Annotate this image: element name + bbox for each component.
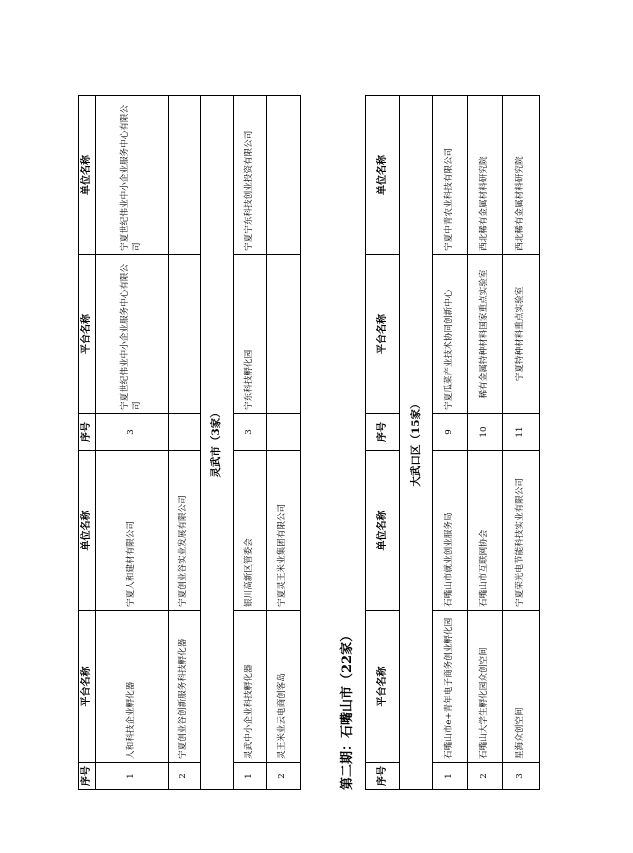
section-title-lingwu: 灵武市（3家） bbox=[200, 96, 233, 790]
cell-unit: 宁夏创业谷实业发展有限公司 bbox=[168, 451, 200, 611]
header-platform: 平台名称 bbox=[366, 255, 400, 414]
cell-unit bbox=[266, 96, 300, 255]
cell-unit: 宁夏人和建材有限公司 bbox=[95, 451, 168, 611]
header-platform: 平台名称 bbox=[79, 611, 96, 763]
cell-platform: 星海众创空间 bbox=[503, 611, 540, 763]
header-unit: 单位名称 bbox=[366, 451, 400, 611]
cell-platform: 稀有金属特种材料国家重点实验室 bbox=[468, 255, 503, 414]
cell-unit: 银川高新区管委会 bbox=[233, 451, 266, 611]
header-seq: 序号 bbox=[366, 763, 400, 790]
header-unit: 单位名称 bbox=[79, 96, 96, 255]
cell-seq: 2 bbox=[266, 763, 300, 790]
cell-seq: 2 bbox=[168, 763, 200, 790]
cell-seq: 9 bbox=[433, 414, 468, 451]
cell-seq: 3 bbox=[95, 414, 168, 451]
cell-platform: 宁东科技孵化园 bbox=[233, 255, 266, 414]
section-row bbox=[400, 96, 433, 790]
header-unit: 单位名称 bbox=[366, 96, 400, 255]
table-header-row bbox=[366, 96, 400, 790]
table-row bbox=[168, 96, 200, 790]
table-row bbox=[468, 96, 503, 790]
cell-platform bbox=[168, 255, 200, 414]
cell-unit: 石嘴山市互联网协会 bbox=[468, 451, 503, 611]
table-shizuishan bbox=[365, 95, 540, 790]
header-seq: 序号 bbox=[79, 414, 96, 451]
header-unit: 单位名称 bbox=[79, 451, 96, 611]
cell-platform: 人和科技企业孵化器 bbox=[95, 611, 168, 763]
cell-seq: 10 bbox=[468, 414, 503, 451]
cell-seq: 1 bbox=[433, 763, 468, 790]
cell-unit: 西北稀有金属材料研究院 bbox=[503, 96, 540, 255]
cell-unit: 宁夏中青农业科技有限公司 bbox=[433, 96, 468, 255]
cell-seq: 11 bbox=[503, 414, 540, 451]
cell-seq: 1 bbox=[95, 763, 168, 790]
cell-unit: 石嘴山市就业创业服务局 bbox=[433, 451, 468, 611]
section-heading-shizuishan: 第二期：石嘴山市（22家） bbox=[340, 628, 355, 790]
cell-platform: 灵王米业云电商创客岛 bbox=[266, 611, 300, 763]
cell-platform: 石嘴山大学生孵化园众创空间 bbox=[468, 611, 503, 763]
header-platform: 平台名称 bbox=[366, 611, 400, 763]
cell-platform: 宁夏世纪伟业中小企业服务中心有限公司 bbox=[95, 255, 168, 414]
table-header-row bbox=[79, 96, 96, 790]
cell-seq bbox=[266, 414, 300, 451]
cell-unit: 宁夏荣光电节能科技实业有限公司 bbox=[503, 451, 540, 611]
cell-unit bbox=[168, 96, 200, 255]
cell-seq bbox=[168, 414, 200, 451]
cell-unit: 宁夏宁东科技创业投资有限公司 bbox=[233, 96, 266, 255]
table-row bbox=[503, 96, 540, 790]
section-title-dawukou: 大武口区（15家） bbox=[400, 96, 433, 790]
table-row bbox=[233, 96, 266, 790]
table-row bbox=[266, 96, 300, 790]
cell-seq: 3 bbox=[233, 414, 266, 451]
cell-unit: 宁夏灵王米业集团有限公司 bbox=[266, 451, 300, 611]
cell-platform: 宁夏特种材料重点实验室 bbox=[503, 255, 540, 414]
cell-seq: 2 bbox=[468, 763, 503, 790]
cell-platform: 灵武中小企业科技孵化器 bbox=[233, 611, 266, 763]
table-row bbox=[95, 96, 168, 790]
cell-unit: 宁夏世纪伟业中小企业服务中心有限公司 bbox=[95, 96, 168, 255]
table-row bbox=[433, 96, 468, 790]
cell-seq: 3 bbox=[503, 763, 540, 790]
cell-seq: 1 bbox=[233, 763, 266, 790]
cell-platform: 石嘴山市e+青年电子商务创业孵化园 bbox=[433, 611, 468, 763]
cell-platform: 宁夏创业谷创新服务科技孵化器 bbox=[168, 611, 200, 763]
cell-platform bbox=[266, 255, 300, 414]
header-seq: 序号 bbox=[366, 414, 400, 451]
section-row bbox=[200, 96, 233, 790]
cell-platform: 宁夏瓜菜产业技术协同创新中心 bbox=[433, 255, 468, 414]
header-platform: 平台名称 bbox=[79, 255, 96, 414]
cell-unit: 西北稀有金属材料研究院 bbox=[468, 96, 503, 255]
header-seq: 序号 bbox=[79, 763, 96, 790]
table-yinchuan-lingwu bbox=[78, 95, 301, 790]
